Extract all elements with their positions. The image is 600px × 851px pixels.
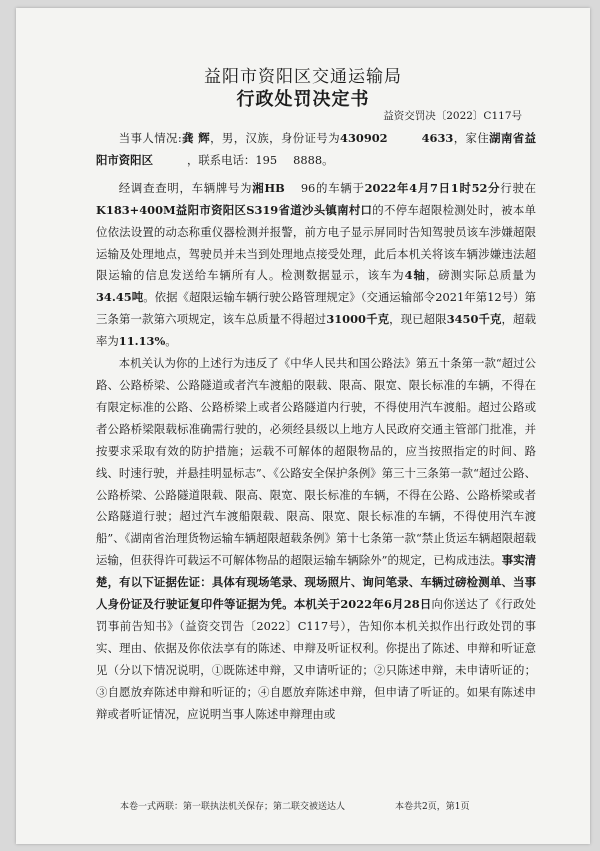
law-paragraph bbox=[96, 353, 536, 725]
plate-number: 96 bbox=[300, 180, 316, 195]
facts-text: ，超载率为 bbox=[96, 312, 536, 349]
agency-name: 益阳市资阳区交通运输局 bbox=[204, 67, 402, 87]
measured-weight: 34.45吨 bbox=[96, 290, 144, 305]
party-text: ，联系电话： bbox=[186, 152, 256, 167]
facts-text: 行驶在 bbox=[500, 180, 536, 195]
law-text: 本机关认为你的上述行为违反了《中华人民共和国公路法》第五十条第一款“超过公路、公路桥梁、公路隧道或者汽车渡船的限载、限高、限宽、限长标准的车辆，不得在有限定标准的公路、公路桥梁上或者公路隧道内行驶，不得使用汽车渡船。超过公路或者公路桥梁限载标准确需行驶的，必须经县级以上地方人民政府交通主管部门批准，并按要求采取有效的防护措施；运载不可解体的超限物品的，应当按照指定的时间、路线、时速行驶，并悬挂明显标志”、《公路安全保护条例》第三十三条第一款“超过公路、公路桥梁、公路隧道限载、限高、限宽、限长标准的车辆，不得在公路、公路桥梁或者公路隧道行驶；超过汽车渡船限载、限高、限宽、限长标准的车辆，不得使用汽车渡船”、《湖南省治理货物运输车辆超限超载条例》第十七条第一款“禁止货运车辆超限超载运输，但获得许可载运不可解体物品的超限运输车辆除外”的规定，已构成违法。 bbox=[96, 356, 536, 568]
footer-page-number: 本卷共2页，第1页 bbox=[395, 802, 470, 812]
facts-text: 。依据《超限运输车辆行驶公路管理规定》（交通运输部令2021年第12号）第三条第一款第六项规定，该车总质量不得超过 bbox=[96, 290, 536, 327]
notice-date: 2022年6月28日 bbox=[340, 597, 432, 612]
document-number: 益资交罚决〔2022〕C117号 bbox=[383, 110, 522, 122]
document-body bbox=[96, 128, 536, 725]
footer-copies-note: 本卷一式两联：第一联执法机关保存；第二联交被送达人 bbox=[120, 802, 346, 812]
violation-datetime: 2022年4月7日1时52分 bbox=[364, 180, 501, 195]
id-number-start: 430902 bbox=[340, 131, 388, 145]
facts-text: 的车辆于 bbox=[315, 180, 365, 195]
party-text: ，男，汉族，身份证号为 bbox=[210, 131, 341, 145]
party-paragraph bbox=[96, 128, 536, 172]
facts-paragraph bbox=[96, 178, 536, 353]
document-title: 行政处罚决定书 bbox=[236, 89, 370, 110]
phone-end: 8888 bbox=[293, 152, 323, 167]
violation-location: K183+400M益阳市资阳区S319省道沙头镇南村口 bbox=[96, 202, 373, 217]
weight-limit: 31000千克 bbox=[326, 312, 390, 327]
law-text: 向你送达了《行政处罚事前告知书》（益资交罚告〔2022〕C117号），告知你本机关拟作出行政处罚的事实、理由、依据及你依法享有的陈述、申辩及听证权利。你提出了陈述、申辩和听证意见（分以下情况说明，①既陈述申辩，又申请听证的；②只陈述申辩，未申请听证的；③自愿放弃陈述申辩和听证的；④自愿放弃陈述申辩，但申请了听证的。如果有陈述申辩或者听证情况，应说明当事人陈述申辩理由或 bbox=[96, 597, 536, 721]
facts-text: ，磅测实际总质量为 bbox=[425, 268, 536, 283]
party-text: 。 bbox=[322, 152, 334, 167]
party-name: 龚 辉 bbox=[181, 131, 211, 145]
phone-start: 195 bbox=[255, 152, 278, 167]
id-number-end: 4633 bbox=[421, 131, 454, 145]
facts-text: ，现已超限 bbox=[389, 312, 447, 327]
overweight-amount: 3450千克 bbox=[446, 312, 502, 327]
party-label: 当事人情况: bbox=[118, 131, 182, 145]
party-address: 湖南省益阳市资阳区 bbox=[96, 131, 536, 167]
facts-text: 。 bbox=[165, 334, 177, 349]
overload-rate: 11.13% bbox=[118, 334, 166, 349]
party-text: ，家住 bbox=[453, 131, 490, 145]
plate-number: 湘HB bbox=[252, 180, 285, 195]
facts-text: 的不停车超限检测处时，被本单位依法设置的动态称重仪器检测并报警，前方电子显示屏同时告知驾驶员该车涉嫌超限运输及处理地点，驾驶员并未当到处理地点接受处理，此后本机关将该车辆涉嫌违法超限运输的信息发送给车辆所有人。检测数据显示，该车为 bbox=[96, 202, 536, 283]
axle-count: 4轴 bbox=[404, 268, 426, 283]
evidence-text: 事实清楚，有以下证据佐证：具体有现场笔录、现场照片、询问笔录、车辆过磅检测单、当事人身份证及行驶证复印件等证据为凭。本机关于 bbox=[96, 553, 536, 612]
facts-text: 经调查查明，车辆牌号为 bbox=[118, 180, 253, 195]
document-page bbox=[16, 8, 590, 844]
